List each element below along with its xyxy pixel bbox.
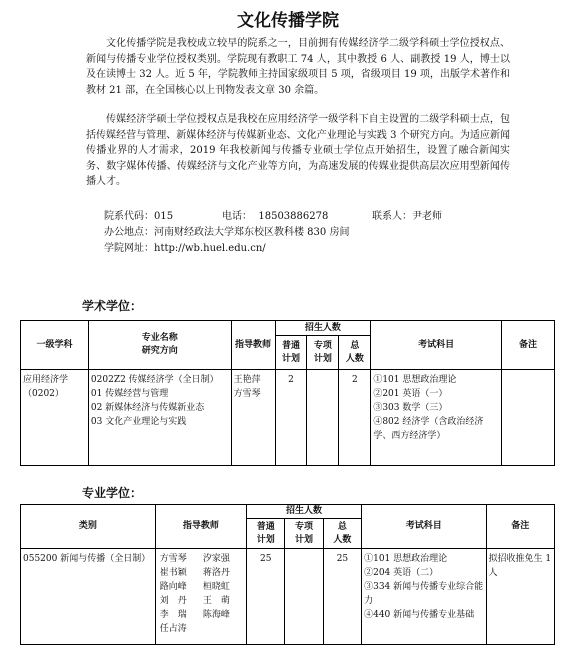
advisor-name: 任占涛 <box>159 624 187 634</box>
header-notes: 备注 <box>486 505 554 549</box>
academic-degree-table <box>20 320 555 466</box>
header-exams: 考试科目 <box>371 321 502 370</box>
exams-cell: ①101 思想政治理论 ②201 英语（一） ③303 数学（三） ④802 经济学（含政治经济学、西方经济学） <box>371 370 502 466</box>
header-category: 类别 <box>21 505 156 549</box>
header-special: 专项 计划 <box>285 519 323 549</box>
header-major: 专业名称 研究方向 <box>88 321 231 370</box>
advisor-name: 路向峰 <box>159 582 187 592</box>
header-total: 总 人数 <box>323 519 361 549</box>
advisor-row <box>158 622 244 636</box>
regular-plan-cell: 25 <box>247 549 285 645</box>
advisor-row <box>158 594 244 608</box>
header-advisor: 指导教师 <box>155 505 246 549</box>
special-plan-cell <box>307 370 339 466</box>
category-cell: 055200 新闻与传播（全日制） <box>21 549 156 645</box>
advisor-row <box>158 580 244 594</box>
contact-person: 联系人：尹老师 <box>372 211 442 222</box>
header-notes: 备注 <box>502 321 555 370</box>
dept-code: 院系代码：015 <box>104 211 174 222</box>
intro-paragraph-1: 文化传播学院是我校成立较早的院系之一，目前拥有传媒经济学二级学科硕士学位授权点、新闻与传播专业学位授权类别。学院现有教职工 74 人，其中教授 6 人、副教授 19 人，博士以及在读博士 32 人。近 5 年，学院教师主持国家级项目 5 项，省级项目 19 项，出版学术著作和教材 21 部，在全国核心以上刊物发表文章 30 余篇。 <box>86 38 510 96</box>
header-regular: 普通 计划 <box>275 336 307 370</box>
advisor-name: 方雪琴 <box>159 554 187 564</box>
header-subject: 一级学科 <box>21 321 89 370</box>
notes-cell: 拟招收推免生 1 人 <box>486 549 554 645</box>
advisor-row <box>158 552 244 566</box>
total-cell: 2 <box>339 370 371 466</box>
professional-degree-table <box>20 504 555 645</box>
page-title: 文化传播学院 <box>237 11 339 31</box>
major-cell: 0202Z2 传媒经济学（全日制） 01 传媒经营与管理 02 新媒体经济与传媒新业态 03 文化产业理论与实践 <box>88 370 231 466</box>
intro-paragraph-2: 传媒经济学硕士学位授权点是我校在应用经济学一级学科下自主设置的二级学科硕士点，包括传媒经营与管理、新媒体经济与传媒新业态、文化产业理论与实践 3 个研究方向。为适应新闻传播业界的人才需求，2019 年我校新闻与传播专业硕士学位点开始招生，设置了融合新闻实务、数字媒体传播、传媒经济与文化产业等方向，为高速发展的传媒业提供高层次应用型新闻传播人才。 <box>86 114 510 187</box>
notes-cell <box>502 370 555 466</box>
academic-degree-heading: 学术学位： <box>82 299 143 313</box>
contact-line-1 <box>104 209 524 224</box>
header-quota: 招生人数 <box>247 505 362 519</box>
advisor-row <box>158 608 244 622</box>
office-address: 办公地点：河南财经政法大学郑东校区教科楼 830 房间 <box>104 227 350 238</box>
regular-plan-cell: 2 <box>275 370 307 466</box>
advisor-cell <box>155 549 246 645</box>
header-special: 专项 计划 <box>307 336 339 370</box>
professional-degree-heading: 专业学位： <box>82 486 143 500</box>
advisor-name: 刘 丹 <box>159 596 187 606</box>
advisor-name: 陈海峰 <box>202 610 230 620</box>
advisor-name: 蒋洛丹 <box>202 568 230 578</box>
header-exams: 考试科目 <box>362 505 486 549</box>
total-cell: 25 <box>323 549 361 645</box>
advisor-cell: 王艳萍 方雪琴 <box>231 370 275 466</box>
header-total: 总 人数 <box>339 336 371 370</box>
advisor-name: 汐家强 <box>202 554 230 564</box>
advisor-name: 李 瑞 <box>159 610 187 620</box>
advisor-name <box>201 622 244 636</box>
advisor-name: 崔书颖 <box>159 568 187 578</box>
phone: 电话： 18503886278 <box>222 211 329 222</box>
advisor-name: 桓晓虹 <box>202 582 230 592</box>
advisor-name: 王 萌 <box>202 596 230 606</box>
subject-cell: 应用经济学 （0202） <box>21 370 89 466</box>
website: 学院网址：http://wb.huel.edu.cn/ <box>104 243 266 254</box>
header-advisor: 指导教师 <box>231 321 275 370</box>
advisor-list <box>158 552 244 636</box>
exams-cell: ①101 思想政治理论 ②204 英语（二） ③334 新闻与传播专业综合能力 ④440 新闻与传播专业基础 <box>362 549 486 645</box>
advisor-row <box>158 566 244 580</box>
header-quota: 招生人数 <box>275 321 371 336</box>
table-row <box>21 549 555 645</box>
table-row <box>21 370 555 466</box>
header-regular: 普通 计划 <box>247 519 285 549</box>
special-plan-cell <box>285 549 323 645</box>
